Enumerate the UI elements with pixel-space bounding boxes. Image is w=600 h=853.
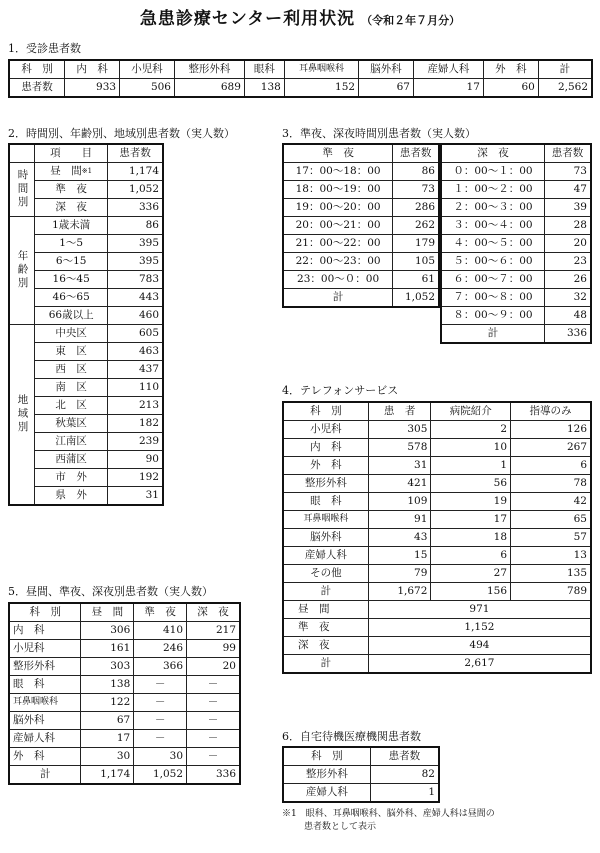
dept-cell: 外 科 bbox=[9, 748, 81, 766]
value-cell: 421 bbox=[368, 475, 431, 493]
header-cell: 科 別 bbox=[9, 60, 65, 79]
item-label: 東 区 bbox=[55, 345, 87, 357]
item-cell bbox=[35, 307, 108, 325]
summary-row bbox=[283, 619, 591, 637]
item-label: 江南区 bbox=[55, 435, 87, 447]
header-cell: 準 夜 bbox=[134, 603, 187, 622]
value-cell: 17 bbox=[81, 730, 134, 748]
value-cell: 1,672 bbox=[368, 583, 431, 601]
summary-label: 計 bbox=[283, 655, 368, 674]
value-cell: 305 bbox=[368, 421, 431, 439]
dept-cell: 計 bbox=[9, 766, 81, 785]
header-cell: 内 科 bbox=[65, 60, 120, 79]
count-cell: 605 bbox=[108, 325, 163, 343]
item-label: 市 外 bbox=[55, 471, 87, 483]
s2-heading: 2．時間別、年齢別、地域別患者数（実人数） bbox=[8, 127, 235, 140]
value-cell: 65 bbox=[511, 511, 591, 529]
header-cell: 耳鼻咽喉科 bbox=[284, 60, 358, 79]
count-cell: 239 bbox=[108, 433, 163, 451]
count-cell: 90 bbox=[108, 451, 163, 469]
table-row bbox=[441, 199, 591, 217]
time-cell: ４：00～５：00 bbox=[441, 235, 544, 253]
item-label: 秋葉区 bbox=[55, 417, 87, 429]
value-cell: 27 bbox=[431, 565, 511, 583]
value-cell: 42 bbox=[511, 493, 591, 511]
header-cell: 計 bbox=[538, 60, 592, 79]
time-cell: 20：00～21：00 bbox=[283, 217, 393, 235]
data-cell: 17 bbox=[413, 79, 483, 98]
value-cell: 246 bbox=[134, 640, 187, 658]
s6-heading: 6．自宅待機医療機関患者数 bbox=[282, 730, 421, 743]
table-row bbox=[283, 217, 439, 235]
summary-label: 深 夜 bbox=[283, 637, 368, 655]
time-cell: 17：00～18：00 bbox=[283, 163, 393, 181]
table-row bbox=[283, 163, 439, 181]
time-cell: 19：00～20：00 bbox=[283, 199, 393, 217]
value-cell: 306 bbox=[81, 622, 134, 640]
value-cell: 109 bbox=[368, 493, 431, 511]
table-row bbox=[283, 565, 591, 583]
value-cell: 303 bbox=[81, 658, 134, 676]
value-cell: 336 bbox=[187, 766, 240, 785]
header-cell: 産婦人科 bbox=[413, 60, 483, 79]
summary-value: 2,617 bbox=[368, 655, 591, 674]
item-label: 16～45 bbox=[52, 273, 90, 285]
value-cell: 1,052 bbox=[134, 766, 187, 785]
s2-table bbox=[8, 143, 164, 506]
value-cell: 6 bbox=[431, 547, 511, 565]
count-cell: 20 bbox=[544, 235, 591, 253]
item-label: 西 区 bbox=[55, 363, 87, 375]
header-cell: 深 夜 bbox=[187, 603, 240, 622]
table-row bbox=[283, 457, 591, 475]
table-row bbox=[441, 253, 591, 271]
value-cell: － bbox=[134, 676, 187, 694]
total-value: 336 bbox=[544, 325, 591, 344]
dept-cell: 外 科 bbox=[283, 457, 368, 475]
dept-cell: 計 bbox=[283, 583, 368, 601]
item-cell bbox=[35, 397, 108, 415]
item-cell bbox=[35, 253, 108, 271]
item-cell bbox=[35, 289, 108, 307]
value-cell: 82 bbox=[370, 766, 439, 784]
value-cell: 13 bbox=[511, 547, 591, 565]
dept-cell: 整形外科 bbox=[9, 658, 81, 676]
time-cell: 18：00～19：00 bbox=[283, 181, 393, 199]
value-cell: 1 bbox=[370, 784, 439, 803]
table-row bbox=[283, 439, 591, 457]
item-cell bbox=[35, 163, 108, 181]
value-cell: － bbox=[134, 694, 187, 712]
item-cell bbox=[35, 415, 108, 433]
count-cell: 192 bbox=[108, 469, 163, 487]
value-cell: 156 bbox=[431, 583, 511, 601]
table-row bbox=[9, 730, 240, 748]
count-cell: 23 bbox=[544, 253, 591, 271]
count-cell: 395 bbox=[108, 253, 163, 271]
value-cell: － bbox=[187, 694, 240, 712]
count-cell: 395 bbox=[108, 235, 163, 253]
s3-shinya-table bbox=[440, 143, 592, 344]
count-cell: 1,052 bbox=[108, 181, 163, 199]
data-cell: 933 bbox=[65, 79, 120, 98]
table-row bbox=[9, 658, 240, 676]
table-row bbox=[441, 289, 591, 307]
summary-row bbox=[283, 637, 591, 655]
s5-table bbox=[8, 602, 241, 785]
table-row bbox=[283, 583, 591, 601]
value-cell: － bbox=[134, 712, 187, 730]
value-cell: 789 bbox=[511, 583, 591, 601]
count-cell: 783 bbox=[108, 271, 163, 289]
table-row bbox=[441, 271, 591, 289]
dept-cell: 産婦人科 bbox=[283, 784, 370, 803]
count-cell: 73 bbox=[544, 163, 591, 181]
header-cell: 科 別 bbox=[283, 402, 368, 421]
table-row bbox=[283, 199, 439, 217]
count-cell: 437 bbox=[108, 361, 163, 379]
corner-cell bbox=[9, 144, 35, 163]
item-cell bbox=[35, 181, 108, 199]
value-cell: 18 bbox=[431, 529, 511, 547]
count-cell: 1,174 bbox=[108, 163, 163, 181]
count-cell: 48 bbox=[544, 307, 591, 325]
count-cell: 286 bbox=[393, 199, 439, 217]
count-cell: 32 bbox=[544, 289, 591, 307]
value-cell: 43 bbox=[368, 529, 431, 547]
count-cell: 47 bbox=[544, 181, 591, 199]
header-cell: 患者数 bbox=[370, 747, 439, 766]
dept-cell: 耳鼻咽喉科 bbox=[9, 694, 81, 712]
footnote: ※1 眼科、耳鼻咽喉科、脳外科、産婦人科は昼間の 患者数として表示 bbox=[282, 809, 495, 832]
dept-cell: 小児科 bbox=[283, 421, 368, 439]
header-cell: 整形外科 bbox=[174, 60, 244, 79]
item-cell bbox=[35, 433, 108, 451]
value-cell: 135 bbox=[511, 565, 591, 583]
table-row bbox=[283, 766, 439, 784]
value-cell: 19 bbox=[431, 493, 511, 511]
header-cell: 患 者 bbox=[368, 402, 431, 421]
item-label: 6～15 bbox=[55, 255, 87, 267]
table-row bbox=[9, 217, 163, 235]
item-cell bbox=[35, 487, 108, 506]
count-cell: 73 bbox=[393, 181, 439, 199]
header-cell: 準 夜 bbox=[283, 144, 393, 163]
dept-cell: 整形外科 bbox=[283, 475, 368, 493]
value-cell: 78 bbox=[511, 475, 591, 493]
item-cell bbox=[35, 469, 108, 487]
s1-table bbox=[8, 59, 593, 98]
s4-heading: 4．テレフォンサービス bbox=[282, 384, 399, 397]
data-cell: 60 bbox=[483, 79, 538, 98]
count-cell: 61 bbox=[393, 271, 439, 289]
table-row bbox=[9, 325, 163, 343]
value-cell: 6 bbox=[511, 457, 591, 475]
item-cell bbox=[35, 343, 108, 361]
value-cell: 91 bbox=[368, 511, 431, 529]
table-row bbox=[9, 640, 240, 658]
dept-cell: 内 科 bbox=[283, 439, 368, 457]
value-cell: － bbox=[187, 676, 240, 694]
time-cell: ３：00～４：00 bbox=[441, 217, 544, 235]
item-label: 西蒲区 bbox=[55, 453, 87, 465]
s3-heading: 3．準夜、深夜時間別患者数（実人数） bbox=[282, 127, 476, 140]
item-cell bbox=[35, 199, 108, 217]
table-row bbox=[9, 766, 240, 785]
dept-cell: その他 bbox=[283, 565, 368, 583]
time-cell: 23：00～０：00 bbox=[283, 271, 393, 289]
value-cell: － bbox=[187, 712, 240, 730]
table-row bbox=[9, 676, 240, 694]
count-cell: 28 bbox=[544, 217, 591, 235]
value-cell: 138 bbox=[81, 676, 134, 694]
item-label: 準 夜 bbox=[55, 183, 87, 195]
data-cell: 689 bbox=[174, 79, 244, 98]
time-cell: ６：00～７：00 bbox=[441, 271, 544, 289]
superscript-note: ※1 bbox=[81, 167, 93, 175]
count-cell: 86 bbox=[108, 217, 163, 235]
data-cell: 138 bbox=[244, 79, 284, 98]
value-cell: 17 bbox=[431, 511, 511, 529]
value-cell: 267 bbox=[511, 439, 591, 457]
value-cell: 30 bbox=[81, 748, 134, 766]
header-cell: 患者数 bbox=[544, 144, 591, 163]
table-row bbox=[9, 712, 240, 730]
dept-cell: 内 科 bbox=[9, 622, 81, 640]
value-cell: 126 bbox=[511, 421, 591, 439]
summary-value: 494 bbox=[368, 637, 591, 655]
s1-heading: 1．受診患者数 bbox=[8, 42, 81, 55]
group-label: 地域別 bbox=[9, 325, 35, 506]
value-cell: 10 bbox=[431, 439, 511, 457]
header-cell: 患者数 bbox=[108, 144, 163, 163]
count-cell: 460 bbox=[108, 307, 163, 325]
table-row bbox=[283, 547, 591, 565]
s4-table bbox=[282, 401, 592, 674]
dept-cell: 小児科 bbox=[9, 640, 81, 658]
table-row bbox=[441, 181, 591, 199]
value-cell: 122 bbox=[81, 694, 134, 712]
dept-cell: 産婦人科 bbox=[9, 730, 81, 748]
item-label: 昼 間 bbox=[50, 165, 82, 177]
item-cell bbox=[35, 451, 108, 469]
header-cell: 脳外科 bbox=[359, 60, 414, 79]
dept-cell: 脳外科 bbox=[9, 712, 81, 730]
value-cell: 57 bbox=[511, 529, 591, 547]
summary-row bbox=[283, 655, 591, 674]
value-cell: 15 bbox=[368, 547, 431, 565]
table-row bbox=[283, 253, 439, 271]
group-label: 年齢別 bbox=[9, 217, 35, 325]
dept-cell: 耳鼻咽喉科 bbox=[283, 511, 368, 529]
table-row bbox=[283, 784, 439, 803]
table-row bbox=[283, 235, 439, 253]
value-cell: 1,174 bbox=[81, 766, 134, 785]
header-cell: 小児科 bbox=[120, 60, 175, 79]
summary-row bbox=[283, 601, 591, 619]
value-cell: － bbox=[134, 730, 187, 748]
item-cell bbox=[35, 325, 108, 343]
summary-value: 1,152 bbox=[368, 619, 591, 637]
item-label: 1歳未満 bbox=[52, 219, 91, 231]
data-cell: 患者数 bbox=[9, 79, 65, 98]
count-cell: 105 bbox=[393, 253, 439, 271]
value-cell: 30 bbox=[134, 748, 187, 766]
count-cell: 262 bbox=[393, 217, 439, 235]
item-cell bbox=[35, 379, 108, 397]
data-cell: 152 bbox=[284, 79, 358, 98]
count-cell: 179 bbox=[393, 235, 439, 253]
summary-label: 準 夜 bbox=[283, 619, 368, 637]
header-cell: 昼 間 bbox=[81, 603, 134, 622]
table-row bbox=[283, 181, 439, 199]
value-cell: － bbox=[187, 730, 240, 748]
value-cell: － bbox=[187, 748, 240, 766]
header-cell: 科 別 bbox=[283, 747, 370, 766]
item-label: 1～5 bbox=[59, 237, 84, 249]
header-cell: 眼科 bbox=[244, 60, 284, 79]
header-cell: 指導のみ bbox=[511, 402, 591, 421]
data-cell: 2,562 bbox=[538, 79, 592, 98]
page-title: 急患診療センター利用状況 （令和２年７月分） bbox=[139, 9, 461, 29]
item-cell bbox=[35, 361, 108, 379]
count-cell: 182 bbox=[108, 415, 163, 433]
value-cell: 578 bbox=[368, 439, 431, 457]
total-value: 1,052 bbox=[393, 289, 439, 308]
item-cell bbox=[35, 217, 108, 235]
data-cell: 506 bbox=[120, 79, 175, 98]
count-cell: 110 bbox=[108, 379, 163, 397]
data-cell: 67 bbox=[359, 79, 414, 98]
item-label: 北 区 bbox=[55, 399, 87, 411]
s3-junya-table bbox=[282, 143, 440, 308]
count-cell: 213 bbox=[108, 397, 163, 415]
table-row bbox=[283, 475, 591, 493]
item-label: 46～65 bbox=[52, 291, 90, 303]
table-row bbox=[441, 217, 591, 235]
value-cell: 99 bbox=[187, 640, 240, 658]
item-label: 66歳以上 bbox=[48, 309, 94, 321]
time-cell: ０：00～１：00 bbox=[441, 163, 544, 181]
time-cell: ２：00～３：00 bbox=[441, 199, 544, 217]
table-row bbox=[441, 307, 591, 325]
total-label: 計 bbox=[283, 289, 393, 308]
value-cell: 2 bbox=[431, 421, 511, 439]
header-cell: 科 別 bbox=[9, 603, 81, 622]
dept-cell: 整形外科 bbox=[283, 766, 370, 784]
dept-cell: 脳外科 bbox=[283, 529, 368, 547]
item-cell bbox=[35, 235, 108, 253]
item-cell bbox=[35, 271, 108, 289]
value-cell: 20 bbox=[187, 658, 240, 676]
summary-value: 971 bbox=[368, 601, 591, 619]
time-cell: 21：00～22：00 bbox=[283, 235, 393, 253]
dept-cell: 眼 科 bbox=[9, 676, 81, 694]
header-cell: 病院紹介 bbox=[431, 402, 511, 421]
table-row bbox=[283, 511, 591, 529]
item-label: 南 区 bbox=[55, 381, 87, 393]
table-row bbox=[9, 163, 163, 181]
count-cell: 26 bbox=[544, 271, 591, 289]
table-row bbox=[9, 694, 240, 712]
dept-cell: 産婦人科 bbox=[283, 547, 368, 565]
header-cell: 深 夜 bbox=[441, 144, 544, 163]
value-cell: 410 bbox=[134, 622, 187, 640]
value-cell: 79 bbox=[368, 565, 431, 583]
value-cell: 56 bbox=[431, 475, 511, 493]
count-cell: 336 bbox=[108, 199, 163, 217]
value-cell: 161 bbox=[81, 640, 134, 658]
group-label: 時間別 bbox=[9, 163, 35, 217]
table-row bbox=[283, 529, 591, 547]
header-cell: 患者数 bbox=[393, 144, 439, 163]
item-label: 中央区 bbox=[55, 327, 87, 339]
table-row bbox=[9, 748, 240, 766]
value-cell: 67 bbox=[81, 712, 134, 730]
total-label: 計 bbox=[441, 325, 544, 344]
count-cell: 31 bbox=[108, 487, 163, 506]
table-row bbox=[283, 421, 591, 439]
table-row bbox=[441, 235, 591, 253]
value-cell: 1 bbox=[431, 457, 511, 475]
table-row bbox=[283, 271, 439, 289]
time-cell: ５：00～６：00 bbox=[441, 253, 544, 271]
time-cell: ８：00～９：00 bbox=[441, 307, 544, 325]
time-cell: １：00～２：00 bbox=[441, 181, 544, 199]
table-row bbox=[441, 163, 591, 181]
count-cell: 39 bbox=[544, 199, 591, 217]
header-cell: 外 科 bbox=[483, 60, 538, 79]
summary-label: 昼 間 bbox=[283, 601, 368, 619]
value-cell: 366 bbox=[134, 658, 187, 676]
count-cell: 443 bbox=[108, 289, 163, 307]
value-cell: 217 bbox=[187, 622, 240, 640]
table-row bbox=[9, 622, 240, 640]
header-cell: 項 目 bbox=[35, 144, 108, 163]
time-cell: 22：00～23：00 bbox=[283, 253, 393, 271]
s6-table bbox=[282, 746, 440, 803]
dept-cell: 眼 科 bbox=[283, 493, 368, 511]
table-row bbox=[283, 493, 591, 511]
time-cell: ７：00～８：00 bbox=[441, 289, 544, 307]
count-cell: 86 bbox=[393, 163, 439, 181]
item-label: 深 夜 bbox=[55, 201, 87, 213]
s5-heading: 5．昼間、準夜、深夜別患者数（実人数） bbox=[8, 585, 213, 598]
count-cell: 463 bbox=[108, 343, 163, 361]
value-cell: 31 bbox=[368, 457, 431, 475]
item-label: 県 外 bbox=[55, 489, 87, 501]
